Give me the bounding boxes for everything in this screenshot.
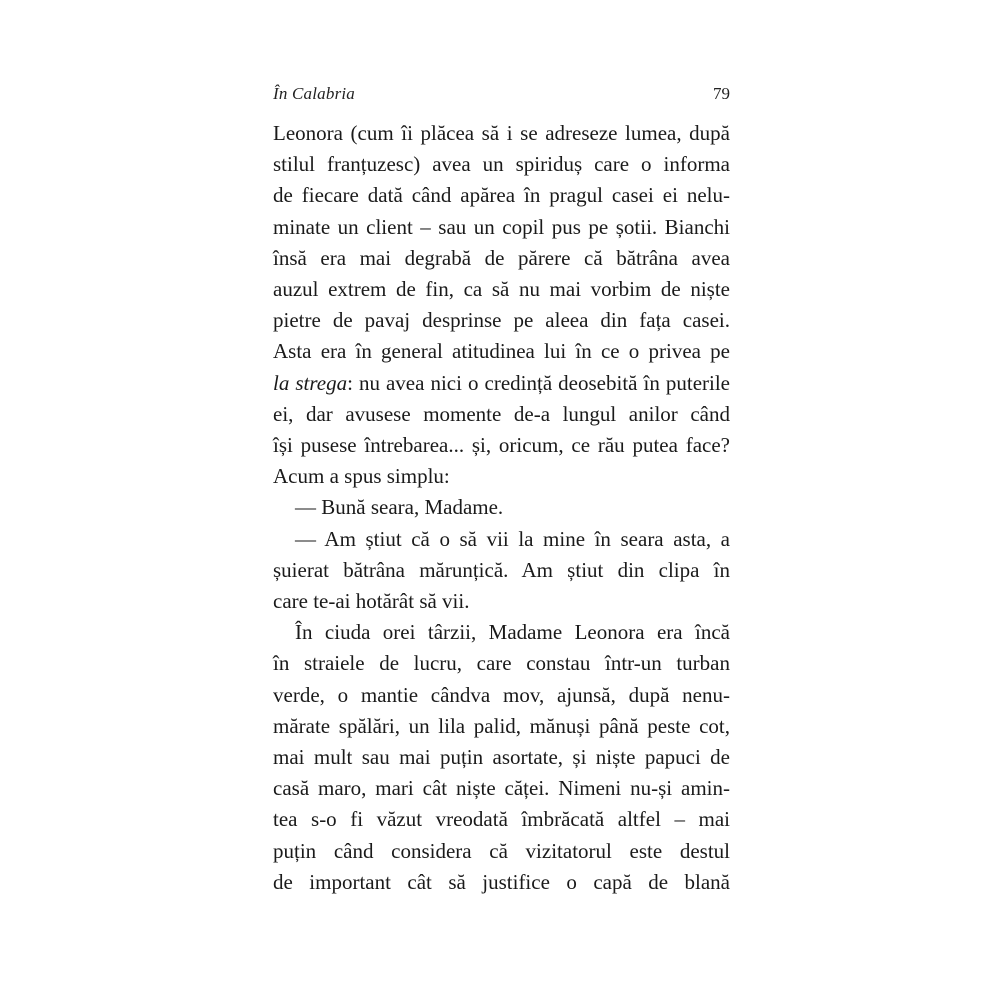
text-line xyxy=(273,274,730,305)
text-segment: își pusese întrebarea... și, oricum, ce rău putea face? xyxy=(273,433,730,458)
page-header xyxy=(273,84,730,104)
text-line xyxy=(273,617,730,648)
text-line xyxy=(273,212,730,243)
text-segment: casă maro, mari cât niște căței. Nimeni nu-și amin- xyxy=(273,776,730,801)
text-line xyxy=(273,804,730,835)
text-segment: însă era mai degrabă de părere că bătrâna avea xyxy=(273,245,730,270)
text-line xyxy=(273,711,730,742)
text-segment: În ciuda orei târzii, Madame Leonora era încă xyxy=(295,620,730,645)
body-text xyxy=(273,118,730,898)
text-line xyxy=(273,149,730,180)
text-line xyxy=(273,586,730,617)
text-line xyxy=(273,118,730,149)
text-line xyxy=(273,524,730,555)
text-line xyxy=(273,680,730,711)
text-segment: verde, o mantie cândva mov, ajunsă, după nenu- xyxy=(273,682,730,707)
text-line xyxy=(273,243,730,274)
text-line xyxy=(273,867,730,898)
text-line xyxy=(273,555,730,586)
text-segment: stilul franțuzesc) avea un spiriduș care o informa xyxy=(273,152,730,177)
running-title: În Calabria xyxy=(273,84,356,103)
text-line xyxy=(273,648,730,679)
text-line xyxy=(273,742,730,773)
text-segment: — Am știut că o să vii la mine în seara asta, a xyxy=(295,526,730,551)
text-segment: Leonora (cum îi plăcea să i se adreseze lumea, după xyxy=(273,121,730,145)
text-segment: pietre de pavaj desprinse pe aleea din fața casei. xyxy=(273,308,730,333)
text-line xyxy=(273,430,730,461)
text-line xyxy=(273,836,730,867)
text-segment: puțin când considera că vizitatorul este destul xyxy=(273,838,730,863)
text-line xyxy=(273,399,730,430)
text-segment: — Bună seara, Madame. xyxy=(295,495,504,520)
text-segment: mai mult sau mai puțin asortate, și niște papuci de xyxy=(273,745,730,770)
text-segment: de fiecare dată când apărea în pragul casei ei nelu- xyxy=(273,183,730,208)
text-segment: mărate spălări, un lila palid, mănuși până peste cot, xyxy=(273,713,730,738)
text-segment: care te-ai hotărât să vii. xyxy=(273,589,470,614)
text-segment: auzul extrem de fin, ca să nu mai vorbim de niște xyxy=(273,277,730,302)
text-segment: : nu avea nici o credință deosebită în puterile xyxy=(347,370,731,395)
text-line xyxy=(273,368,730,399)
italic-phrase: la strega xyxy=(273,370,348,395)
text-segment: minate un client – sau un copil pus pe șotii. Bianchi xyxy=(273,214,730,239)
text-line xyxy=(273,336,730,367)
text-segment: șuierat bătrâna mărunțică. Am știut din clipa în xyxy=(273,557,730,582)
text-segment: Acum a spus simplu: xyxy=(273,464,450,489)
text-segment: de important cât să justifice o capă de blană xyxy=(273,869,730,894)
page-number: 79 xyxy=(713,84,730,103)
text-segment: ei, dar avusese momente de-a lungul anilor când xyxy=(273,401,730,426)
text-line xyxy=(273,180,730,211)
text-line xyxy=(273,461,730,492)
text-segment: în straiele de lucru, care constau într-un turban xyxy=(273,651,730,676)
text-line xyxy=(273,305,730,336)
text-segment: tea s-o fi văzut vreodată îmbrăcată altfel – mai xyxy=(273,807,730,832)
text-segment: Asta era în general atitudinea lui în ce o privea pe xyxy=(273,339,730,364)
text-line xyxy=(273,492,730,523)
text-line xyxy=(273,773,730,804)
